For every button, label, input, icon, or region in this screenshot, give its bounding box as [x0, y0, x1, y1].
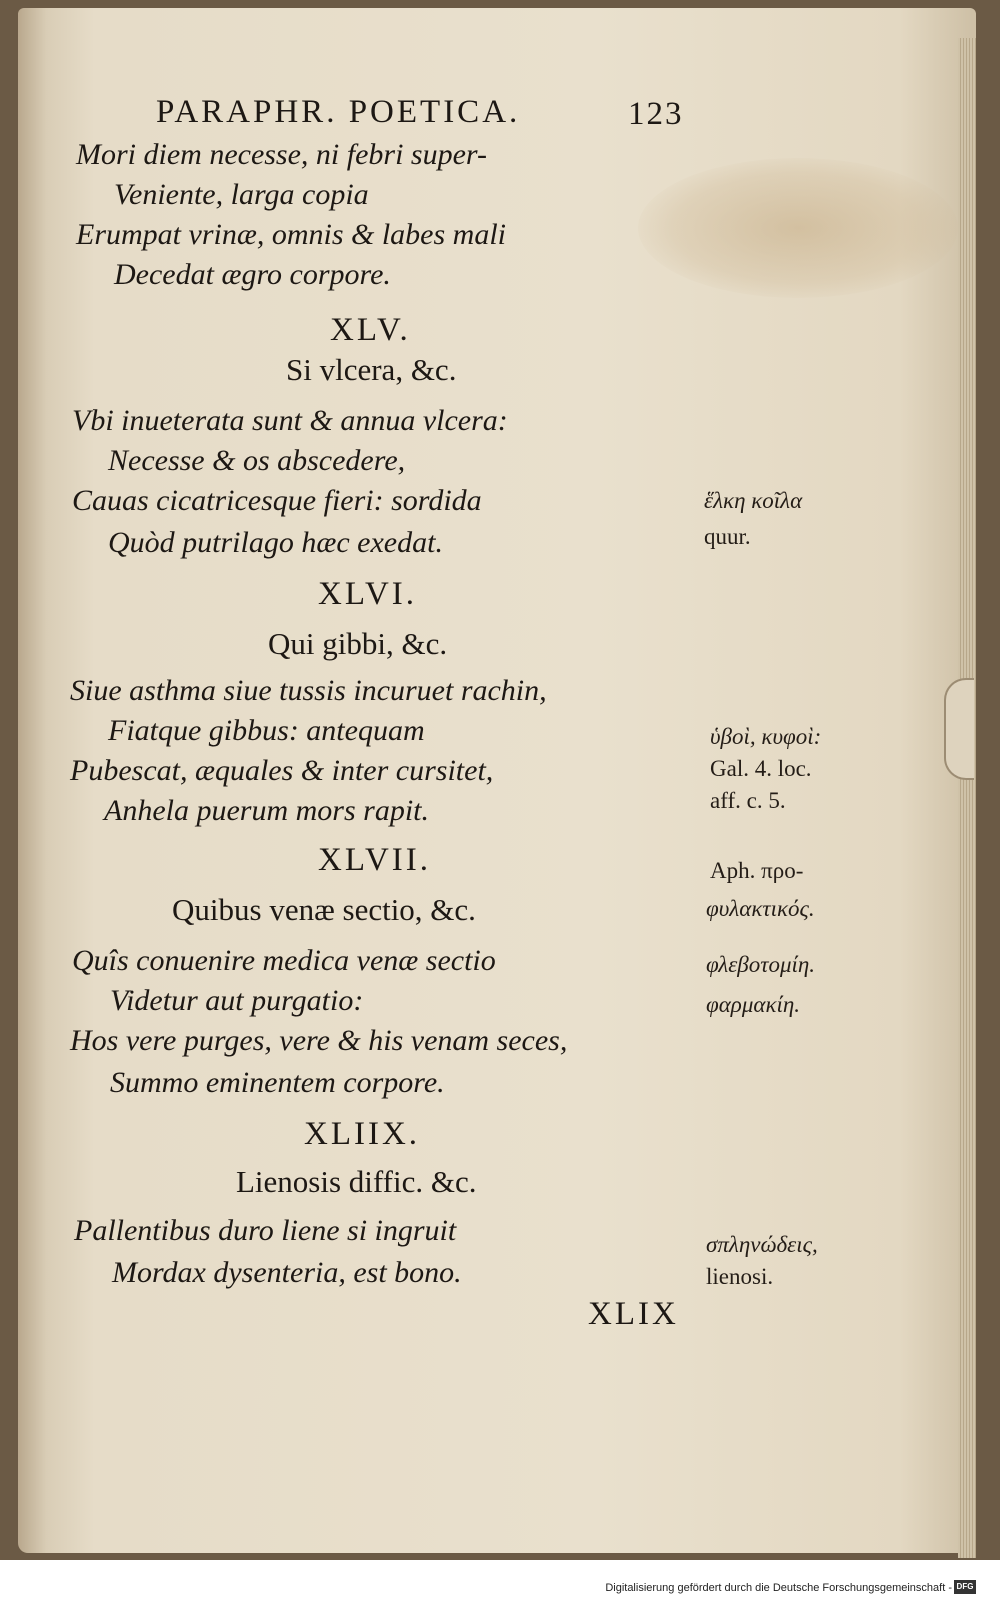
verse-line: Vbi inueterata sunt & annua vlcera: [72, 404, 508, 437]
verse-line: Fiatque gibbus: antequam [108, 714, 425, 747]
verse-line: Videtur aut purgatio: [110, 984, 364, 1017]
margin-note: aff. c. 5. [710, 788, 786, 813]
catchword: XLIX [588, 1296, 679, 1332]
verse-line: Anhela puerum mors rapit. [104, 794, 429, 827]
section-title: Quibus venæ sectio, &c. [172, 892, 476, 927]
verse-line: Decedat ægro corpore. [114, 258, 391, 291]
water-stain [638, 158, 958, 298]
section-number: XLV. [330, 312, 411, 348]
section-title: Si vlcera, &c. [286, 352, 457, 387]
margin-note: Aph. προ- [710, 858, 804, 883]
section-number: XLVII. [318, 842, 432, 878]
margin-note: ὑβοὶ, κυφοὶ: [710, 724, 822, 749]
verse-line: Mori diem necesse, ni febri super- [76, 138, 487, 171]
page-edge [958, 38, 976, 1558]
margin-note: φαρμακίη. [706, 992, 801, 1017]
verse-line: Veniente, larga copia [114, 178, 369, 211]
verse-line: Hos vere purges, vere & his venam seces, [70, 1024, 568, 1057]
verse-line: Erumpat vrinæ, omnis & labes mali [76, 218, 507, 251]
clasp [944, 678, 974, 780]
verse-line: Mordax dysenteria, est bono. [112, 1256, 462, 1289]
footer-credit: Digitalisierung gefördert durch die Deutsche Forschungsgemeinschaft - [605, 1582, 952, 1594]
margin-note: quur. [704, 524, 751, 549]
verse-line: Summo eminentem corpore. [110, 1066, 445, 1099]
margin-note: φλεβοτομίη. [706, 952, 816, 977]
verse-line: Necesse & os abscedere, [108, 444, 406, 477]
verse-line: Cauas cicatricesque fieri: sordida [72, 484, 482, 517]
section-title: Lienosis diffic. &c. [236, 1164, 477, 1199]
section-title: Qui gibbi, &c. [268, 626, 448, 661]
verse-line: Pallentibus duro liene si ingruit [74, 1214, 457, 1247]
verse-line: Siue asthma siue tussis incuruet rachin, [70, 674, 547, 707]
verse-line: Pubescat, æquales & inter cursitet, [70, 754, 494, 787]
margin-note: φυλακτικός. [706, 896, 815, 921]
verse-line: Quòd putrilago hæc exedat. [108, 526, 443, 559]
margin-note: ἕλκη κοῖλα [704, 488, 803, 513]
section-number: XLVI. [318, 576, 418, 612]
folio-number: 123 [628, 96, 684, 132]
margin-note: σπληνώδεις, [706, 1232, 818, 1257]
margin-note: Gal. 4. loc. [710, 756, 812, 781]
dfg-logo: DFG [954, 1580, 976, 1594]
verse-line: Quîs conuenire medica venæ sectio [72, 944, 496, 977]
margin-note: lienosi. [706, 1264, 774, 1289]
running-head: PARAPHR. POETICA. [156, 94, 521, 130]
section-number: XLIIX. [304, 1116, 421, 1152]
